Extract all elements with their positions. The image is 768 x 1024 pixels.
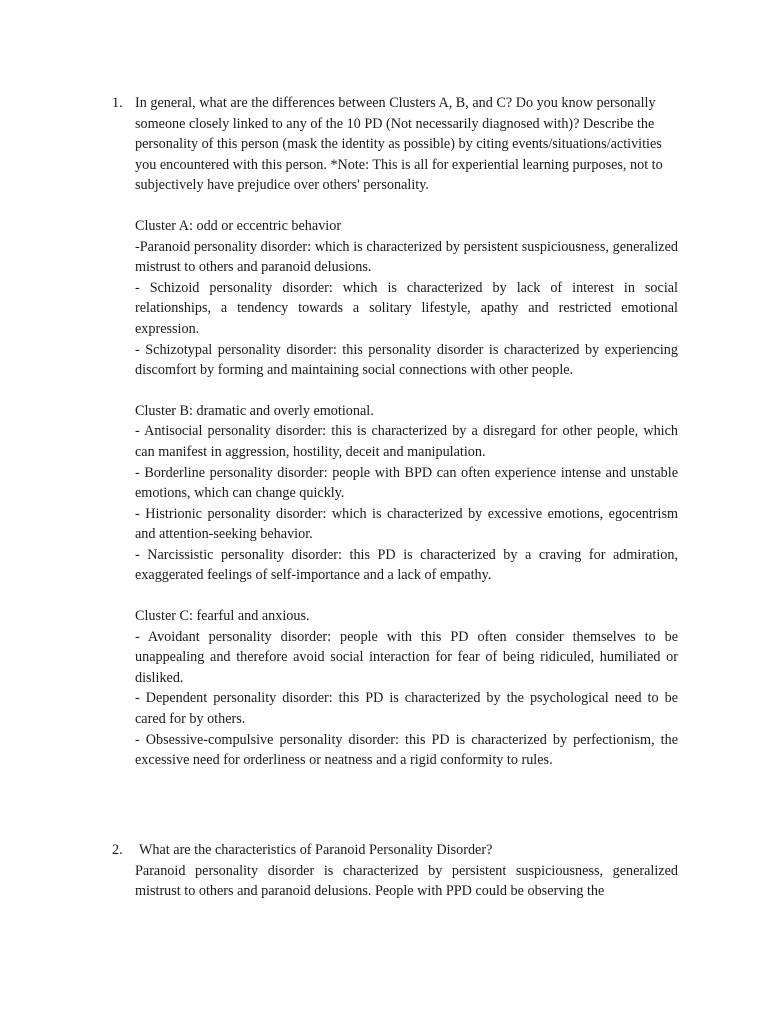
- cluster-item: -Paranoid personality disorder: which is characterized by persistent suspiciousness, generalized mistrust to others and paranoid delusions.: [135, 238, 678, 276]
- question-text: In general, what are the differences between Clusters A, B, and C? Do you know personally someone closely linked to any of the 10 PD (Not necessarily diagnosed with)? Describe the personality of this person (mask the identity as possible) by citing events/situations/activities you encountered with this person. *Note: This is all for experiential learning purposes, not to subjectively have prejudice over others' personality.: [135, 95, 663, 194]
- cluster-item: - Schizoid personality disorder: which is characterized by lack of interest in social relationships, a tendency towards a solitary lifestyle, apathy and restricted emotional expression.: [135, 279, 678, 337]
- cluster-item: - Borderline personality disorder: people with BPD can often experience intense and unstable emotions, which can change quickly.: [135, 464, 678, 502]
- cluster-b-section: [135, 401, 678, 586]
- cluster-item: - Schizotypal personality disorder: this personality disorder is characterized by experiencing discomfort by forming and maintaining social connections with other people.: [135, 341, 678, 379]
- cluster-item: - Histrionic personality disorder: which is characterized by excessive emotions, egocentrism and attention-seeking behavior.: [135, 505, 678, 543]
- cluster-heading: Cluster B: dramatic and overly emotional.: [135, 402, 374, 419]
- cluster-c-section: [135, 606, 678, 771]
- cluster-item: - Dependent personality disorder: this PD is characterized by the psychological need to be cared for by others.: [135, 690, 678, 728]
- answer-paragraph: Paranoid personality disorder is characterized by persistent suspiciousness, generalized mistrust to others and paranoid delusions. People with PPD could be observing the: [135, 862, 678, 900]
- cluster-item: - Avoidant personality disorder: people with this PD often consider themselves to be unappealing and therefore avoid social interaction for fear of being ridiculed, humiliated or disliked.: [135, 628, 678, 686]
- cluster-item: - Obsessive-compulsive personality disorder: this PD is characterized by perfectionism, the excessive need for orderliness or neatness and a rigid conformity to rules.: [135, 731, 678, 769]
- question-number: 1.: [112, 95, 123, 111]
- question-text: What are the characteristics of Paranoid Personality Disorder?: [139, 842, 493, 858]
- question-2: [112, 840, 678, 902]
- question-number: 2.: [112, 842, 123, 858]
- cluster-item: - Antisocial personality disorder: this is characterized by a disregard for other people, which can manifest in aggression, hostility, deceit and manipulation.: [135, 423, 678, 460]
- cluster-heading: Cluster A: odd or eccentric behavior: [135, 217, 342, 234]
- cluster-a-section: [135, 216, 678, 381]
- cluster-heading: Cluster C: fearful and anxious.: [135, 608, 310, 625]
- question-1: [112, 93, 678, 771]
- cluster-item: - Narcissistic personality disorder: this PD is characterized by a craving for admiration, exaggerated feelings of self-importance and a lack of empathy.: [135, 546, 678, 584]
